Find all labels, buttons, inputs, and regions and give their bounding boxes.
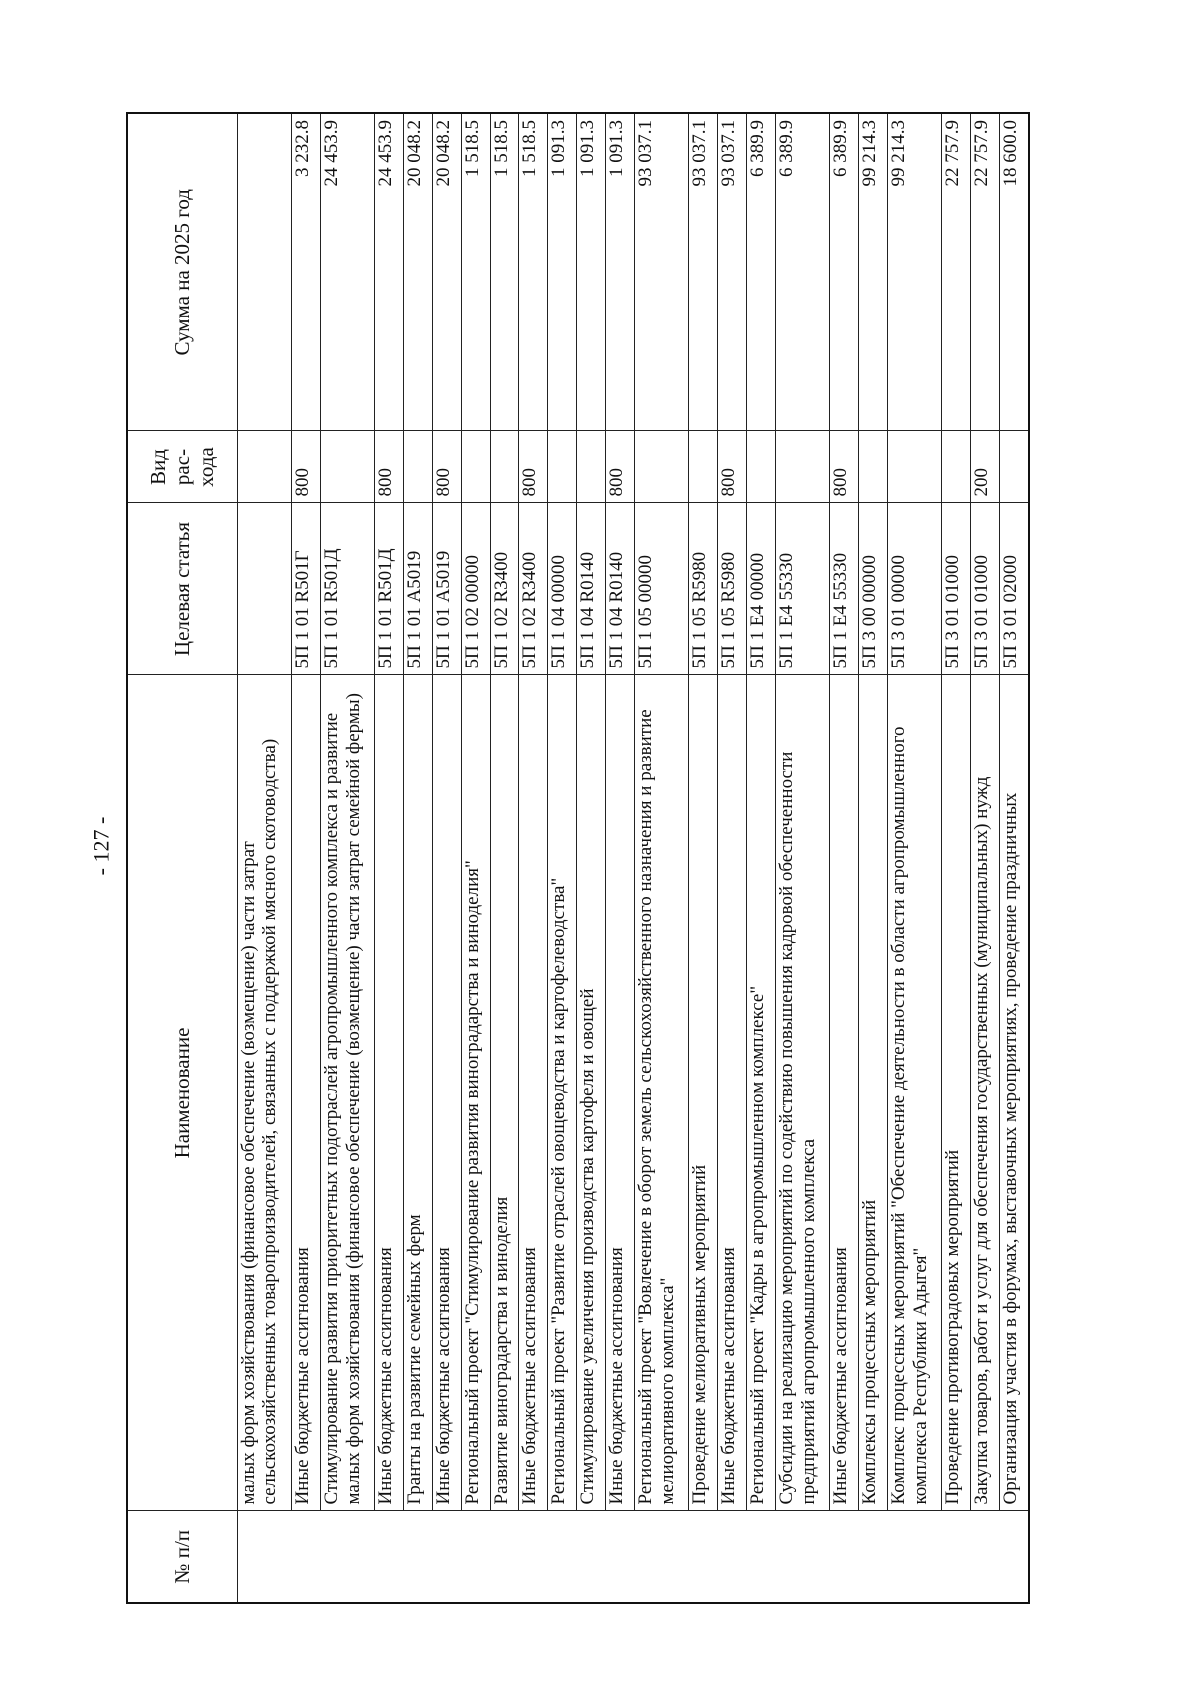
- cell-amount: 6 389.9: [746, 113, 775, 431]
- cell-num: [689, 1511, 718, 1603]
- cell-code: 5П 1 01 А5019: [432, 503, 461, 675]
- cell-kind: [887, 431, 941, 503]
- cell-num: [432, 1511, 461, 1603]
- cell-kind: [237, 431, 291, 503]
- cell-amount: 1 518.5: [461, 113, 490, 431]
- cell-code: 5П 3 01 01000: [942, 503, 971, 675]
- cell-code: 5П 1 Е4 00000: [746, 503, 775, 675]
- cell-kind: [689, 431, 718, 503]
- cell-kind: 800: [718, 431, 747, 503]
- cell-code: 5П 1 01 R501Г: [291, 503, 320, 675]
- cell-num: [887, 1511, 941, 1603]
- cell-name: Стимулирование развития приоритетных подотраслей агропромышленного комплекса и развитие малых форм хозяйствования (финансовое обеспечение (возмещение) части затрат семейной фермы): [320, 675, 374, 1511]
- cell-amount: 99 214.3: [887, 113, 941, 431]
- cell-name: Гранты на развитие семейных ферм: [404, 675, 433, 1511]
- cell-num: [320, 1511, 374, 1603]
- cell-amount: 1 091.3: [577, 113, 606, 431]
- table-row: [432, 113, 461, 1603]
- cell-kind: [404, 431, 433, 503]
- cell-name: Комплекс процессных мероприятий "Обеспечение деятельности в области агропромышленного комплекса Республики Адыгея": [887, 675, 941, 1511]
- cell-amount: 20 048.2: [432, 113, 461, 431]
- cell-kind: 800: [291, 431, 320, 503]
- cell-name: Закупка товаров, работ и услуг для обеспечения государственных (муниципальных) нужд: [971, 675, 1000, 1511]
- cell-kind: [320, 431, 374, 503]
- cell-kind: 800: [519, 431, 548, 503]
- cell-num: [971, 1511, 1000, 1603]
- table-row: [634, 113, 688, 1603]
- cell-kind: [634, 431, 688, 503]
- table-body: [237, 113, 1029, 1603]
- cell-num: [519, 1511, 548, 1603]
- cell-amount: 1 091.3: [605, 113, 634, 431]
- cell-code: 5П 1 04 00000: [548, 503, 577, 675]
- cell-num: [461, 1511, 490, 1603]
- cell-amount: 3 232.8: [291, 113, 320, 431]
- budget-table: [126, 112, 1030, 1604]
- cell-code: 5П 1 05 R5980: [718, 503, 747, 675]
- cell-code: 5П 1 02 00000: [461, 503, 490, 675]
- cell-kind: 800: [605, 431, 634, 503]
- cell-num: [942, 1511, 971, 1603]
- table-row: [605, 113, 634, 1603]
- cell-code: 5П 1 05 R5980: [689, 503, 718, 675]
- cell-code: 5П 1 01 А5019: [404, 503, 433, 675]
- cell-num: [830, 1511, 859, 1603]
- cell-amount: 93 037.1: [634, 113, 688, 431]
- header-amount: Сумма на 2025 год: [127, 113, 237, 431]
- cell-amount: 22 757.9: [971, 113, 1000, 431]
- cell-amount: 1 518.5: [519, 113, 548, 431]
- cell-code: 5П 1 01 R501Д: [375, 503, 404, 675]
- cell-amount: 20 048.2: [404, 113, 433, 431]
- cell-num: [490, 1511, 519, 1603]
- cell-num: [237, 1511, 291, 1603]
- cell-num: [999, 1511, 1029, 1603]
- cell-num: [605, 1511, 634, 1603]
- cell-amount: 22 757.9: [942, 113, 971, 431]
- header-kind: Вид рас- хода: [127, 431, 237, 503]
- table-row: [320, 113, 374, 1603]
- table-row: [577, 113, 606, 1603]
- cell-code: 5П 3 01 00000: [887, 503, 941, 675]
- cell-name: Организация участия в форумах, выставочных мероприятиях, проведение праздничных: [999, 675, 1029, 1511]
- cell-code: 5П 1 02 R3400: [490, 503, 519, 675]
- cell-name: Иные бюджетные ассигнования: [718, 675, 747, 1511]
- cell-num: [375, 1511, 404, 1603]
- table-row: [490, 113, 519, 1603]
- budget-table-rotated: [126, 114, 1030, 1604]
- cell-num: [775, 1511, 829, 1603]
- table-row: [689, 113, 718, 1603]
- cell-code: 5П 1 Е4 55330: [775, 503, 829, 675]
- table-row: [519, 113, 548, 1603]
- cell-name: Региональный проект "Стимулирование развития виноградарства и виноделия": [461, 675, 490, 1511]
- cell-kind: [858, 431, 887, 503]
- table-row: [718, 113, 747, 1603]
- table-row: [461, 113, 490, 1603]
- cell-name: малых форм хозяйствования (финансовое обеспечение (возмещение) части затрат сельскохозяйственных товаропроизводителей, связанных с поддержкой мясного скотоводства): [237, 675, 291, 1511]
- cell-num: [718, 1511, 747, 1603]
- table-row: [404, 113, 433, 1603]
- cell-code: 5П 1 02 R3400: [519, 503, 548, 675]
- cell-name: Субсидии на реализацию мероприятий по содействию повышения кадровой обеспеченности предприятий агропромышленного комплекса: [775, 675, 829, 1511]
- cell-amount: 24 453.9: [320, 113, 374, 431]
- cell-code: 5П 3 00 00000: [858, 503, 887, 675]
- cell-num: [858, 1511, 887, 1603]
- cell-code: 5П 3 01 01000: [971, 503, 1000, 675]
- cell-code: 5П 1 01 R501Д: [320, 503, 374, 675]
- cell-name: Иные бюджетные ассигнования: [830, 675, 859, 1511]
- table-row: [858, 113, 887, 1603]
- cell-name: Региональный проект "Кадры в агропромышленном комплексе": [746, 675, 775, 1511]
- cell-amount: 6 389.9: [830, 113, 859, 431]
- cell-name: Иные бюджетные ассигнования: [375, 675, 404, 1511]
- cell-name: Иные бюджетные ассигнования: [291, 675, 320, 1511]
- cell-code: [237, 503, 291, 675]
- cell-kind: 800: [432, 431, 461, 503]
- table-row: [548, 113, 577, 1603]
- table-row: [291, 113, 320, 1603]
- cell-kind: [942, 431, 971, 503]
- table-row: [746, 113, 775, 1603]
- table-row: [942, 113, 971, 1603]
- page-number: - 127 -: [88, 816, 114, 876]
- cell-name: Региональный проект "Развитие отраслей овощеводства и картофелеводства": [548, 675, 577, 1511]
- cell-num: [291, 1511, 320, 1603]
- cell-num: [548, 1511, 577, 1603]
- cell-amount: 99 214.3: [858, 113, 887, 431]
- cell-num: [577, 1511, 606, 1603]
- cell-name: Иные бюджетные ассигнования: [519, 675, 548, 1511]
- cell-kind: [577, 431, 606, 503]
- cell-name: Стимулирование увеличения производства картофеля и овощей: [577, 675, 606, 1511]
- cell-kind: 800: [375, 431, 404, 503]
- cell-kind: [746, 431, 775, 503]
- table-row: [375, 113, 404, 1603]
- cell-num: [634, 1511, 688, 1603]
- cell-amount: 1 518.5: [490, 113, 519, 431]
- table-row: [830, 113, 859, 1603]
- cell-name: Проведение противоградовых мероприятий: [942, 675, 971, 1511]
- cell-name: Комплексы процессных мероприятий: [858, 675, 887, 1511]
- table-row: [775, 113, 829, 1603]
- table-row: [237, 113, 291, 1603]
- cell-code: 5П 1 04 R0140: [605, 503, 634, 675]
- cell-kind: [461, 431, 490, 503]
- table-row: [999, 113, 1029, 1603]
- cell-amount: 24 453.9: [375, 113, 404, 431]
- cell-code: 5П 1 05 00000: [634, 503, 688, 675]
- cell-name: Развитие виноградарства и виноделия: [490, 675, 519, 1511]
- cell-num: [746, 1511, 775, 1603]
- cell-name: Проведение мелиоративных мероприятий: [689, 675, 718, 1511]
- cell-kind: [490, 431, 519, 503]
- cell-kind: 200: [971, 431, 1000, 503]
- cell-name: Иные бюджетные ассигнования: [605, 675, 634, 1511]
- cell-amount: 18 600.0: [999, 113, 1029, 431]
- header-name: Наименование: [127, 675, 237, 1511]
- cell-amount: 1 091.3: [548, 113, 577, 431]
- cell-kind: [775, 431, 829, 503]
- cell-amount: 93 037.1: [689, 113, 718, 431]
- cell-amount: 93 037.1: [718, 113, 747, 431]
- cell-num: [404, 1511, 433, 1603]
- cell-name: Региональный проект "Вовлечение в оборот земель сельскохозяйственного назначения и развитие мелиоративного комплекса": [634, 675, 688, 1511]
- cell-amount: 6 389.9: [775, 113, 829, 431]
- cell-code: 5П 1 04 R0140: [577, 503, 606, 675]
- cell-code: 5П 3 01 02000: [999, 503, 1029, 675]
- table-row: [887, 113, 941, 1603]
- header-code: Целевая статья: [127, 503, 237, 675]
- cell-kind: [548, 431, 577, 503]
- header-num: № п/п: [127, 1511, 237, 1603]
- cell-code: 5П 1 Е4 55330: [830, 503, 859, 675]
- cell-kind: 800: [830, 431, 859, 503]
- cell-kind: [999, 431, 1029, 503]
- cell-amount: [237, 113, 291, 431]
- table-row: [971, 113, 1000, 1603]
- cell-name: Иные бюджетные ассигнования: [432, 675, 461, 1511]
